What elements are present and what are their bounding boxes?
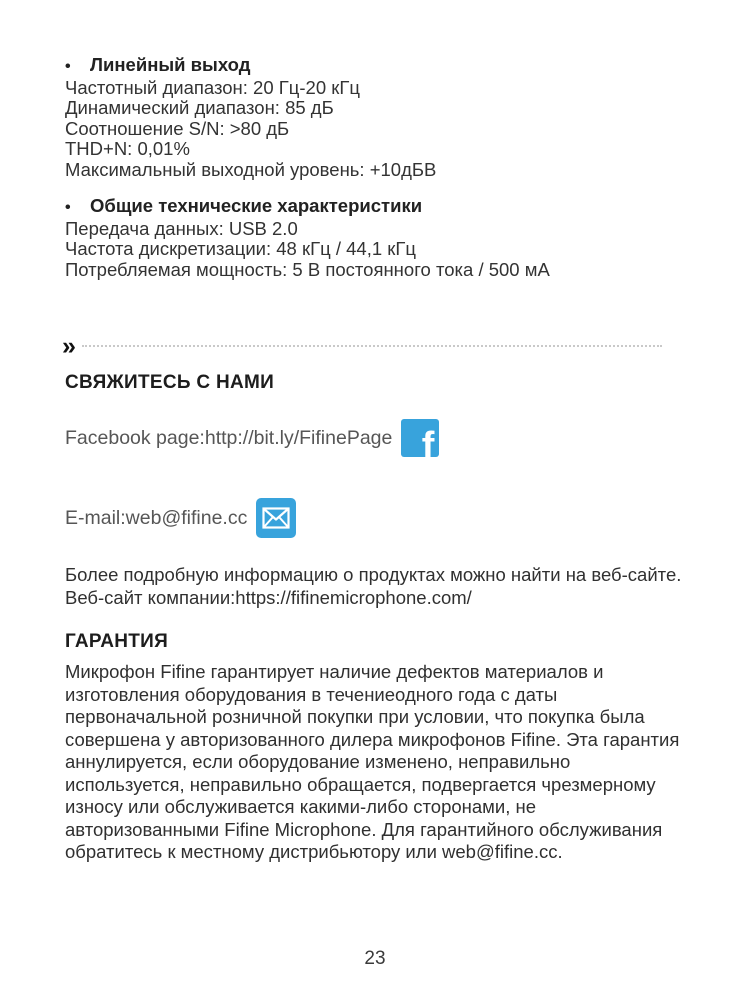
contact-heading: СВЯЖИТЕСЬ С НАМИ <box>65 372 275 393</box>
warranty-line: Микрофон Fifine гарантирует наличие дефектов материалов и <box>65 661 604 682</box>
spec-section-line-output <box>65 55 436 180</box>
spec-section-heading: Общие технические характеристики <box>90 195 423 216</box>
spec-line: THD+N: 0,01% <box>65 138 190 159</box>
spec-line: Частота дискретизации: 48 кГц / 44,1 кГц <box>65 238 416 259</box>
spec-section-heading: Линейный выход <box>90 54 251 75</box>
spec-line: Потребляемая мощность: 5 В постоянного тока / 500 мА <box>65 258 550 280</box>
bullet-icon: • <box>65 58 71 75</box>
email-row <box>65 498 296 538</box>
warranty-line: авторизованными Fifine Microphone. Для гарантийного обслуживания <box>65 818 663 840</box>
email-link-text: E-mail:web@fifine.cc <box>65 506 248 529</box>
section-divider <box>62 332 662 360</box>
spec-line: Динамический диапазон: 85 дБ <box>65 97 334 118</box>
spec-section-heading-row <box>65 196 550 219</box>
envelope-icon <box>256 498 296 538</box>
warranty-paragraph <box>65 661 679 864</box>
envelope-glyph <box>256 498 296 538</box>
spec-line: Частотный диапазон: 20 Гц-20 кГц <box>65 76 360 98</box>
facebook-link-text: Facebook page:http://bit.ly/FifinePage <box>65 426 393 449</box>
warranty-line: обратитесь к местному дистрибьютору или web@fifine.cc. <box>65 841 563 862</box>
double-chevron-icon: » <box>62 332 74 360</box>
bullet-icon: • <box>65 199 71 216</box>
warranty-line: совершена у авторизованного дилера микрофонов Fifine. Эта гарантия <box>65 728 680 750</box>
warranty-line: изготовления оборудования в течениеодного года с даты <box>65 683 558 705</box>
dotted-rule <box>82 345 662 347</box>
warranty-line: первоначальной розничной покупки при условии, что покупка была <box>65 706 645 727</box>
warranty-line: используется, неправильно обращается, подвергается чрезмерному <box>65 773 656 795</box>
spec-line: Передача данных: USB 2.0 <box>65 217 298 239</box>
website-link-text: Веб-сайт компании:https://fifinemicrophone.com/ <box>65 586 472 608</box>
website-info-line: Более подробную информацию о продуктах можно найти на веб-сайте. <box>65 564 682 585</box>
facebook-row <box>65 419 439 457</box>
facebook-icon <box>401 419 439 457</box>
spec-line: Соотношение S/N: >80 дБ <box>65 117 290 139</box>
warranty-heading: ГАРАНТИЯ <box>65 631 169 652</box>
spec-section-general <box>65 196 550 280</box>
page-number: 23 <box>364 948 386 969</box>
facebook-f-glyph: f <box>421 425 435 457</box>
warranty-line: износу или обслуживается какими-либо сторонами, не <box>65 796 537 817</box>
spec-line: Максимальный выходной уровень: +10дБВ <box>65 158 437 180</box>
spec-section-heading-row <box>65 55 436 78</box>
warranty-line: аннулируется, если оборудование изменено, неправильно <box>65 751 571 772</box>
website-info-paragraph <box>65 564 681 609</box>
